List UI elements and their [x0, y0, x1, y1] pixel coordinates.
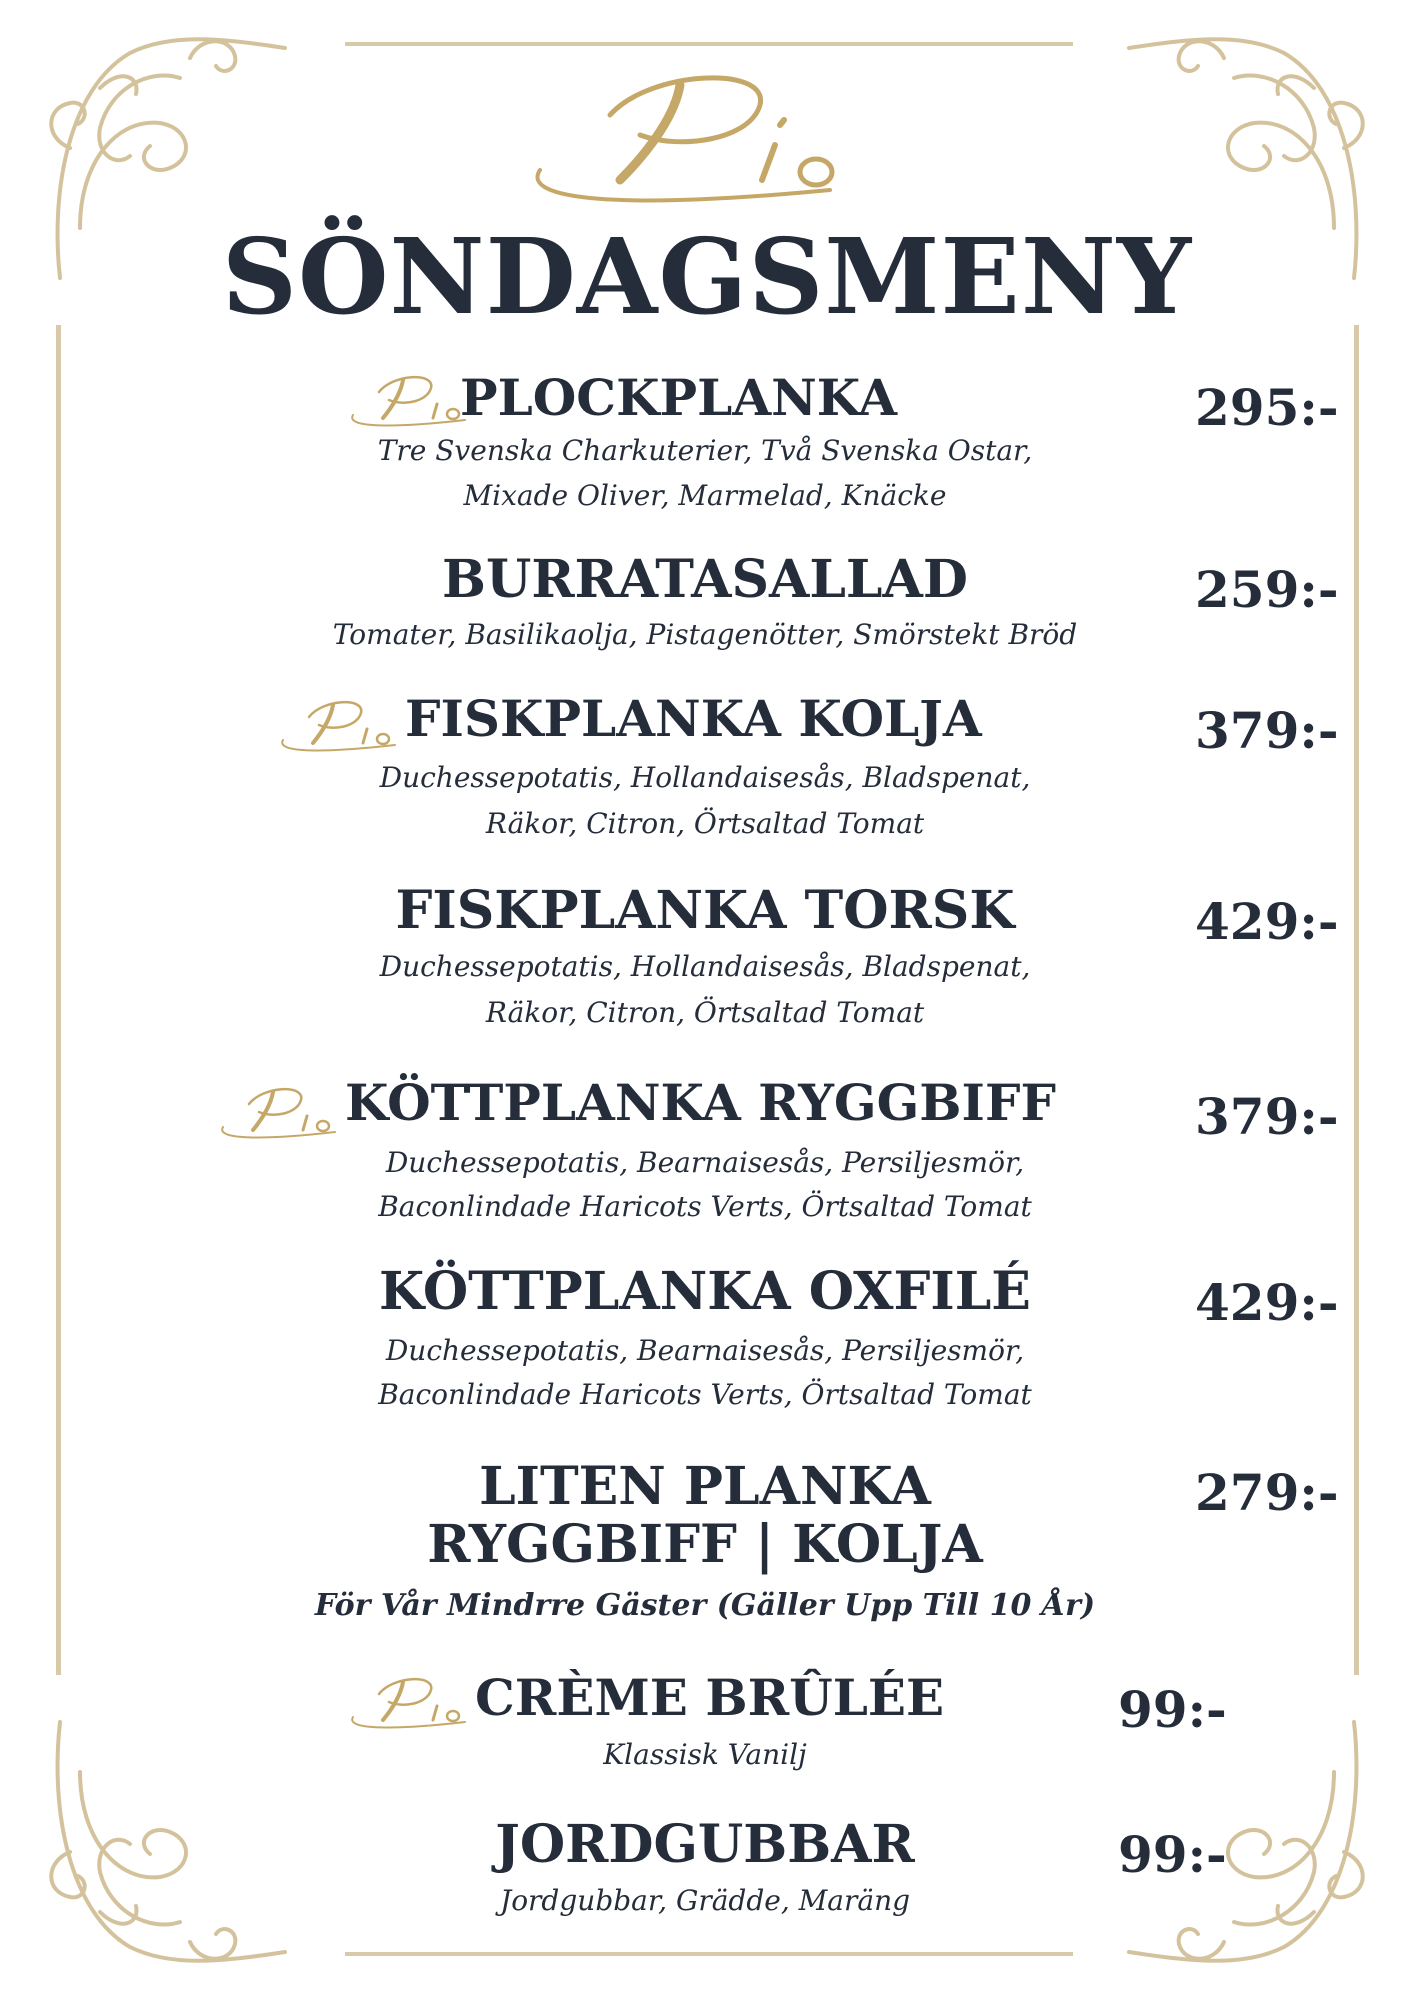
price-creme-brulee: 99:- — [1118, 1680, 1227, 1739]
dish-name-kottplanka-ryggbiff: KÖTTPLANKA RYGGBIFF — [345, 1073, 1056, 1132]
page-title: SÖNDAGSMENY — [221, 215, 1193, 338]
pio-mini-logo-icon — [275, 695, 403, 755]
dish-desc-plockplanka-line1: Tre Svenska Charkuterier, Två Svenska Ostar, — [377, 434, 1033, 467]
price-jordgubbar: 99:- — [1118, 1825, 1227, 1884]
frame-bottom-line — [345, 1952, 1073, 1956]
dish-name-creme-brulee: CRÈME BRÛLÉE — [475, 1668, 945, 1727]
ornament-bottom-left-icon — [40, 1712, 300, 1972]
dish-desc-fiskplanka-kolja-line1: Duchessepotatis, Hollandaisesås, Bladspenat, — [379, 761, 1031, 794]
dish-name-liten-planka-line1: LITEN PLANKA — [479, 1456, 931, 1517]
pio-logo — [500, 60, 900, 220]
frame-right-line — [1354, 325, 1359, 1675]
pio-mini-logo-icon — [345, 370, 473, 430]
dish-desc-kottplanka-ryggbiff-line2: Baconlindade Haricots Verts, Örtsaltad Tomat — [378, 1190, 1032, 1223]
price-kottplanka-ryggbiff: 379:- — [1195, 1087, 1339, 1146]
dish-desc-burratasallad: Tomater, Basilikaolja, Pistagenötter, Smörstekt Bröd — [332, 618, 1078, 651]
dish-name-burratasallad: BURRATASALLAD — [442, 549, 968, 610]
dish-desc-plockplanka-line2: Mixade Oliver, Marmelad, Knäcke — [463, 479, 947, 512]
price-kottplanka-oxfile: 429:- — [1195, 1273, 1339, 1332]
dish-desc-kottplanka-oxfile-line2: Baconlindade Haricots Verts, Örtsaltad Tomat — [378, 1378, 1032, 1411]
dish-desc-kottplanka-oxfile-line1: Duchessepotatis, Bearnaisesås, Persiljesmör, — [385, 1334, 1025, 1367]
dish-desc-fiskplanka-kolja-line2: Räkor, Citron, Örtsaltad Tomat — [485, 807, 925, 840]
dish-desc-kottplanka-ryggbiff-line1: Duchessepotatis, Bearnaisesås, Persiljesmör, — [385, 1146, 1025, 1179]
pio-mini-logo-icon — [345, 1672, 473, 1732]
dish-note-liten-planka: För Vår Mindrre Gäster (Gäller Upp Till 10 År) — [314, 1588, 1096, 1623]
price-fiskplanka-torsk: 429:- — [1195, 892, 1339, 951]
price-fiskplanka-kolja: 379:- — [1195, 701, 1339, 760]
frame-top-line — [345, 42, 1073, 46]
price-plockplanka: 295:- — [1195, 378, 1339, 437]
price-burratasallad: 259:- — [1195, 560, 1339, 619]
dish-name-kottplanka-oxfile: KÖTTPLANKA OXFILÉ — [379, 1261, 1031, 1322]
dish-name-plockplanka: PLOCKPLANKA — [460, 368, 898, 427]
dish-name-liten-planka-line2: RYGGBIFF | KOLJA — [427, 1514, 983, 1575]
pio-mini-logo-icon — [215, 1082, 343, 1142]
price-liten-planka: 279:- — [1195, 1463, 1339, 1522]
dish-name-jordgubbar: JORDGUBBAR — [495, 1814, 915, 1875]
dish-desc-fiskplanka-torsk-line2: Räkor, Citron, Örtsaltad Tomat — [485, 996, 925, 1029]
dish-name-fiskplanka-torsk: FISKPLANKA TORSK — [395, 880, 1015, 941]
dish-name-fiskplanka-kolja: FISKPLANKA KOLJA — [405, 689, 982, 748]
dish-desc-jordgubbar: Jordgubbar, Grädde, Maräng — [499, 1884, 911, 1917]
dish-desc-creme-brulee: Klassisk Vanilj — [603, 1738, 807, 1771]
dish-desc-fiskplanka-torsk-line1: Duchessepotatis, Hollandaisesås, Bladspenat, — [379, 950, 1031, 983]
frame-left-line — [56, 325, 61, 1675]
